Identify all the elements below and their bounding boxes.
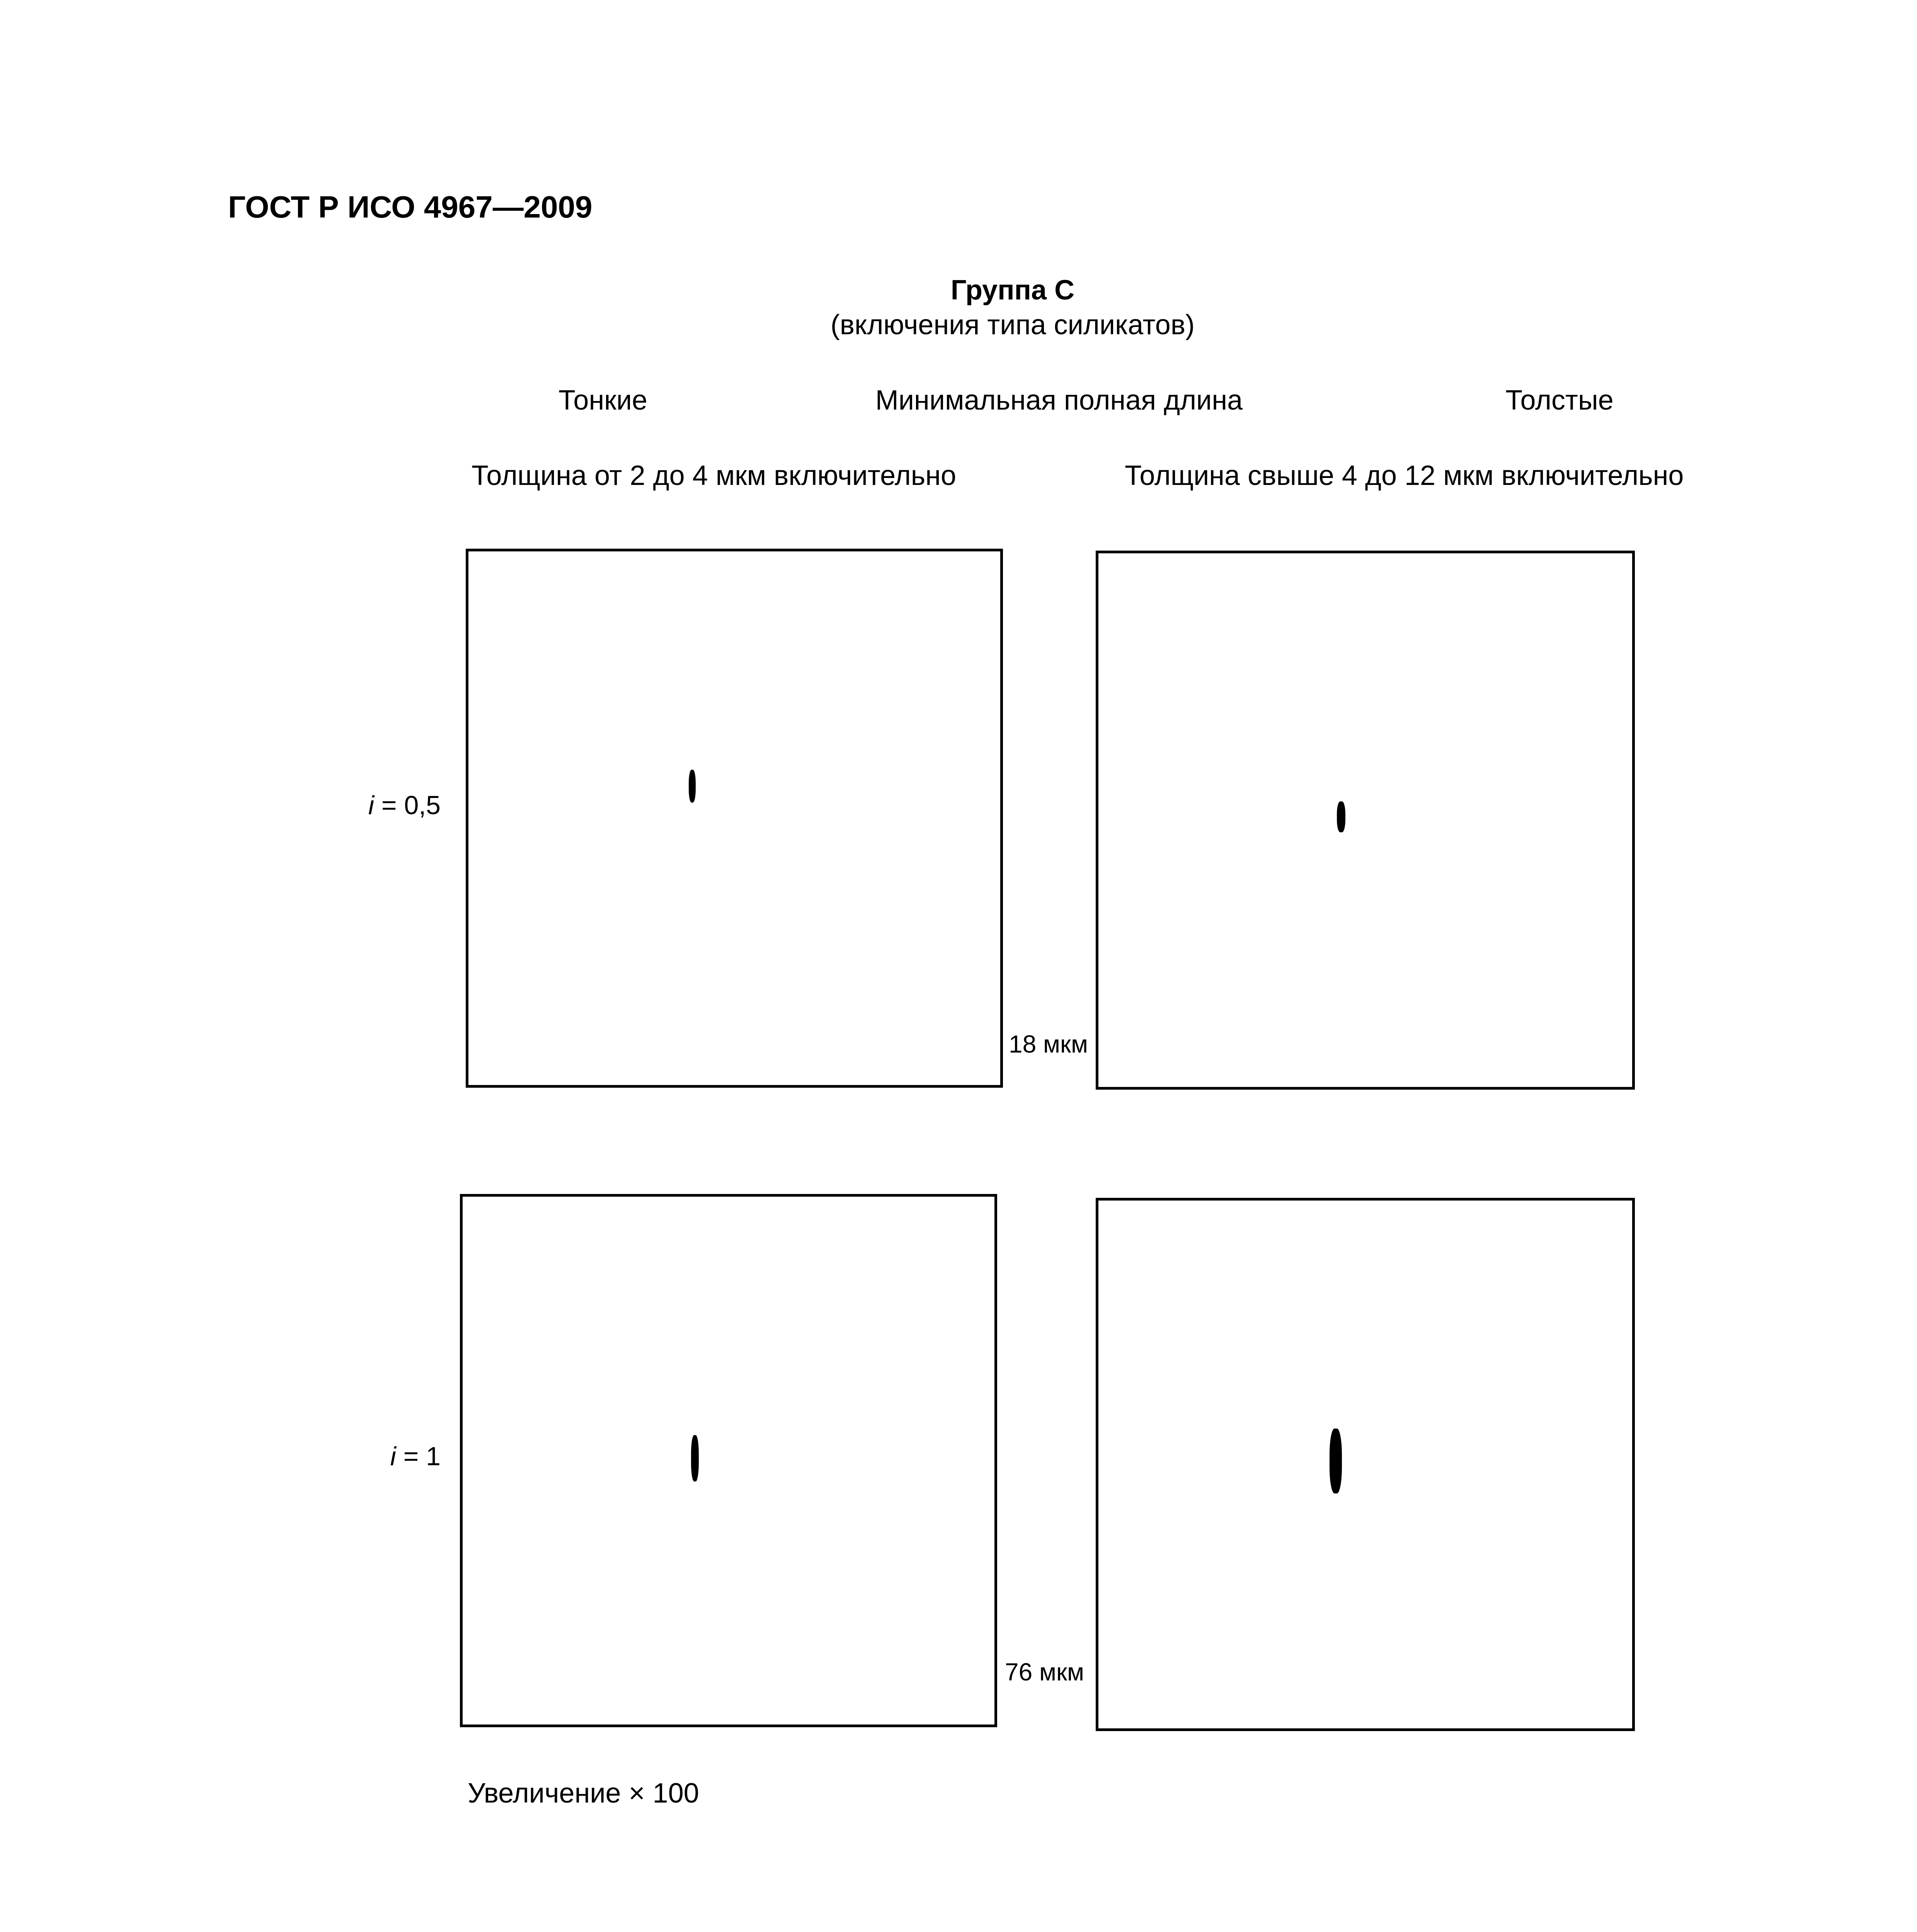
magnification-note: Увеличение × 100 — [468, 1778, 699, 1809]
group-subtitle: (включения типа силикатов) — [830, 310, 1195, 340]
column-heading-thin: Тонкие — [558, 385, 647, 416]
inclusion-mark — [1337, 801, 1345, 832]
micrograph-thick-i-0-5 — [1096, 551, 1635, 1090]
column-heading-thick: Толстые — [1505, 385, 1614, 416]
row-label-index-1 — [390, 1441, 441, 1471]
micrograph-thin-i-0-5 — [466, 549, 1003, 1088]
column-heading-min-length: Минимальная полная длина — [875, 385, 1243, 416]
min-length-label-i-1: 76 мкм — [1005, 1658, 1084, 1686]
micrograph-thick-i-1 — [1096, 1198, 1635, 1731]
index-symbol: i — [390, 1442, 396, 1471]
index-value: = 0,5 — [381, 791, 441, 820]
group-title: Группа С — [950, 275, 1075, 306]
index-value: = 1 — [403, 1442, 441, 1471]
inclusion-mark — [691, 1435, 699, 1481]
document-header: ГОСТ Р ИСО 4967—2009 — [228, 190, 592, 224]
row-label-index-0-5 — [368, 790, 441, 820]
min-length-label-i-0-5: 18 мкм — [1009, 1030, 1088, 1058]
inclusion-mark — [1330, 1429, 1342, 1493]
micrograph-thin-i-1 — [460, 1194, 997, 1727]
index-symbol: i — [368, 791, 374, 820]
thin-thickness-range: Толщина от 2 до 4 мкм включительно — [472, 460, 957, 491]
thick-thickness-range: Толщина свыше 4 до 12 мкм включительно — [1125, 460, 1684, 491]
inclusion-mark — [689, 770, 696, 803]
